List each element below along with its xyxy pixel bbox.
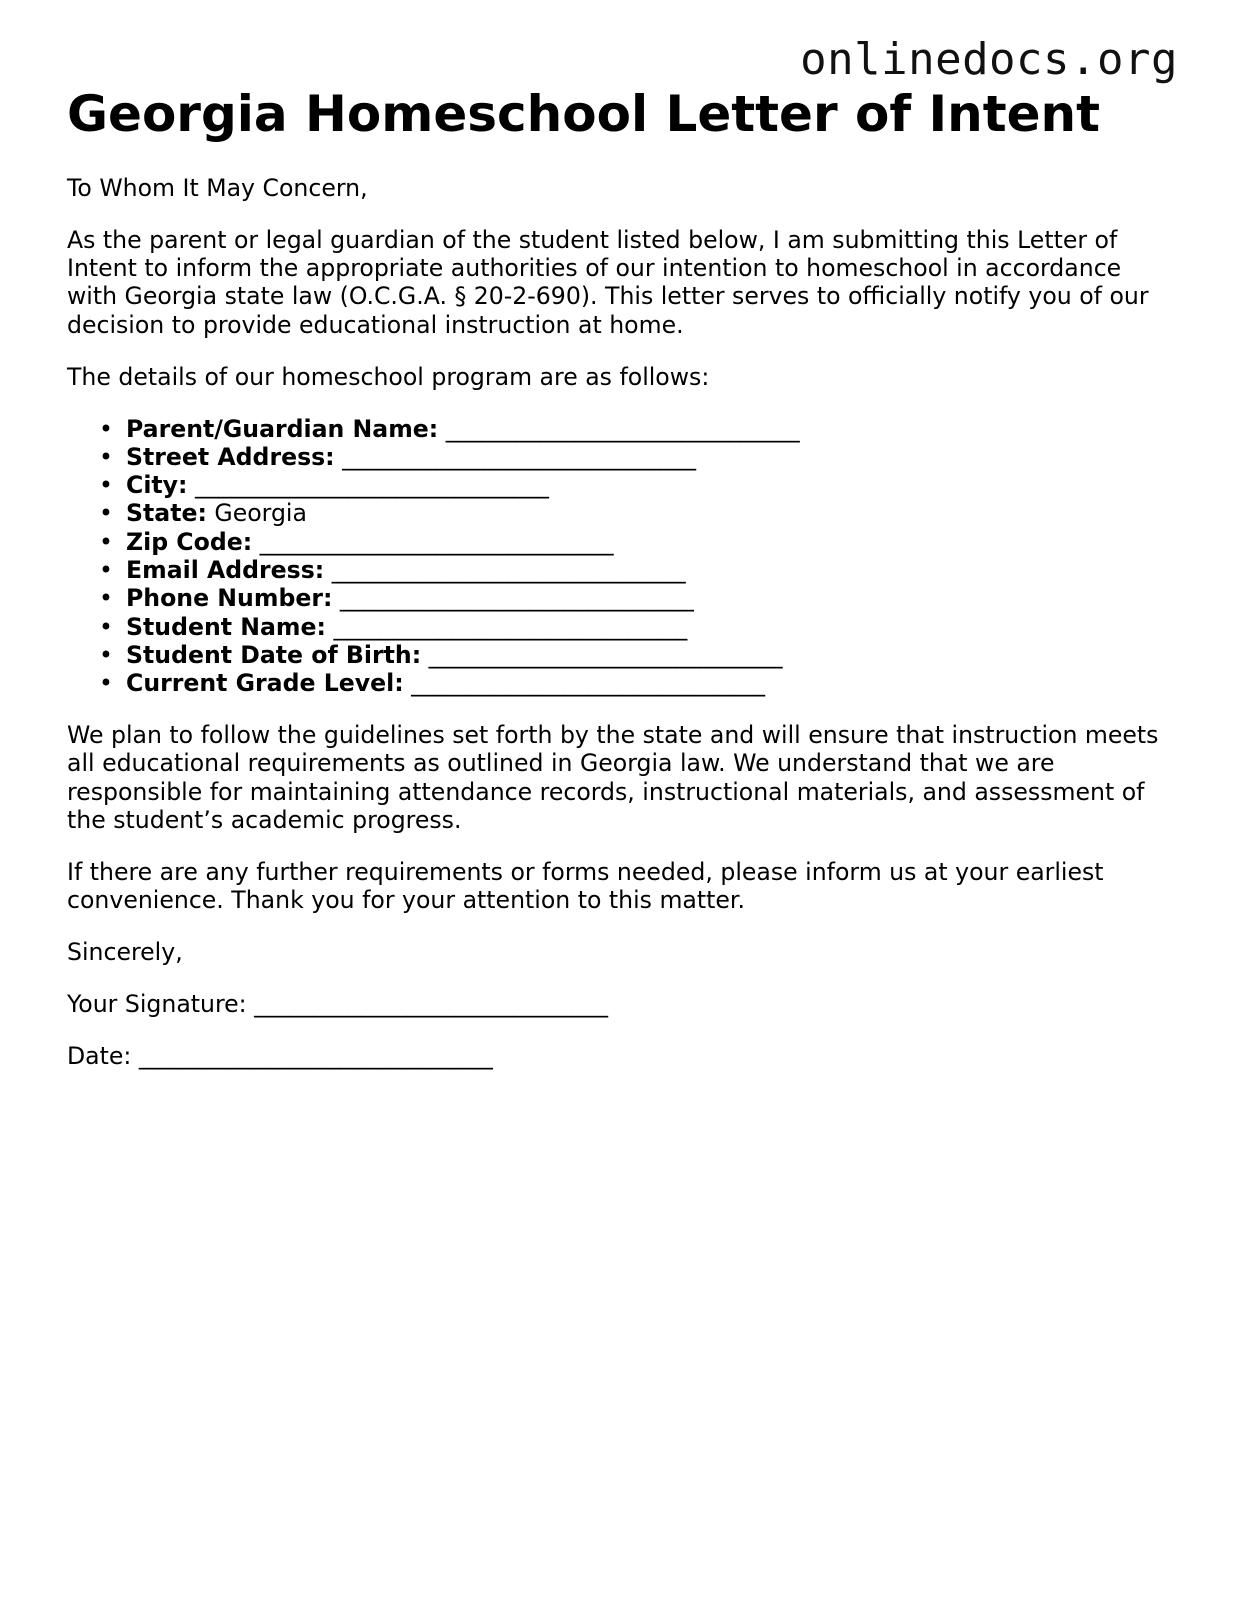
sign-off: Sincerely, — [67, 938, 183, 967]
signature-line[interactable]: Your Signature: ______________________________ — [67, 989, 609, 1018]
field-student-name — [99, 612, 1177, 641]
field-label: Street Address: — [126, 442, 335, 471]
field-label: Phone Number: — [126, 584, 333, 613]
bullet-icon: • — [99, 612, 113, 641]
field-city — [99, 471, 1177, 500]
field-value[interactable]: ______________________________ — [259, 527, 614, 556]
field-current-grade-level — [99, 669, 1177, 698]
field-label: Student Name: — [126, 612, 326, 641]
field-value[interactable]: ______________________________ — [445, 414, 800, 443]
field-email-address — [99, 556, 1177, 585]
salutation: To Whom It May Concern, — [67, 174, 368, 202]
closing-paragraph: If there are any further requirements or forms needed, please inform us at your earliest convenience. Thank you for your attention to this matter. — [67, 857, 1104, 915]
bullet-icon: • — [99, 556, 113, 585]
field-value[interactable]: ______________________________ — [339, 584, 694, 613]
field-value[interactable]: ______________________________ — [333, 612, 688, 641]
field-label: City: — [126, 471, 188, 500]
field-label: Student Date of Birth: — [126, 640, 422, 669]
field-zip-code — [99, 527, 1177, 556]
guidelines-paragraph: We plan to follow the guidelines set forth by the state and will ensure that instruction meets all educational requirements as outlined in Georgia law. We understand that we are responsible for maintaining attendance records, instructional materials, and assessment of the student’s academic progress. — [67, 721, 1159, 835]
bullet-icon: • — [99, 640, 113, 669]
field-value[interactable]: ______________________________ — [428, 640, 783, 669]
field-label: Parent/Guardian Name: — [126, 414, 439, 443]
bullet-icon: • — [99, 499, 113, 528]
field-label: Zip Code: — [126, 527, 253, 556]
field-value[interactable]: ______________________________ — [342, 442, 697, 471]
bullet-icon: • — [99, 527, 113, 556]
field-value[interactable]: ______________________________ — [411, 669, 766, 698]
field-state — [99, 499, 1177, 528]
details-list — [67, 415, 1177, 698]
field-phone-number — [99, 584, 1177, 613]
bullet-icon: • — [99, 442, 113, 471]
intro-paragraph: As the parent or legal guardian of the student listed below, I am submitting this Letter of Intent to inform the appropriate authorities of our intention to homeschool in accordance with Georgia state law (O.C.G.A. § 20-2-690). This letter serves to officially notify you of our decision to provide educational instruction at home. — [67, 225, 1149, 339]
field-label: Email Address: — [126, 556, 325, 585]
field-value: Georgia — [214, 499, 307, 528]
bullet-icon: • — [99, 584, 113, 613]
bullet-icon: • — [99, 414, 113, 443]
field-value[interactable]: ______________________________ — [331, 556, 686, 585]
field-street-address — [99, 442, 1177, 471]
bullet-icon: • — [99, 669, 113, 698]
page-title: Georgia Homeschool Letter of Intent — [67, 85, 1101, 143]
watermark: onlinedocs.org — [800, 34, 1178, 85]
letter-body — [67, 174, 1177, 1094]
bullet-icon: • — [99, 471, 113, 500]
field-value[interactable]: ______________________________ — [195, 471, 549, 500]
field-label: Current Grade Level: — [126, 669, 404, 698]
details-intro: The details of our homeschool program are as follows: — [67, 362, 710, 391]
field-parent-guardian-name — [99, 414, 1177, 443]
field-student-date-of-birth — [99, 640, 1177, 669]
date-line[interactable]: Date: ______________________________ — [67, 1041, 493, 1070]
field-label: State: — [126, 499, 207, 528]
